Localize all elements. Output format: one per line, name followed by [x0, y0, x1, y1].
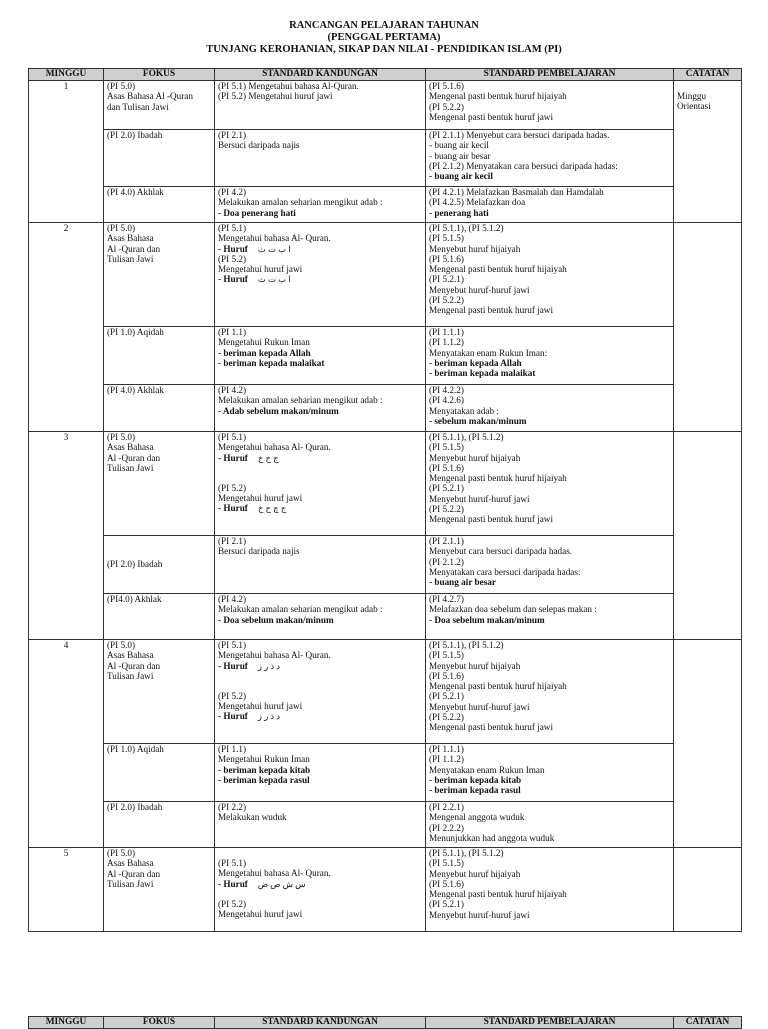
title-line-2: (PENGGAL PERTAMA) — [327, 32, 441, 43]
arabic-letters: س ش ص ض — [257, 878, 306, 889]
fokus-cell: (PI 5.0) Asas Bahasa Al -Quran dan Tulisan Jawi — [104, 223, 215, 327]
sk-cell: (PI 2.1) Bersuci daripada najis — [215, 130, 426, 187]
table-row — [29, 640, 742, 744]
sk-cell: (PI 4.2) Melakukan amalan seharian mengikut adab : - Adab sebelum makan/minum — [215, 385, 426, 432]
fokus-cell: (PI 2.0) Ibadah — [104, 130, 215, 187]
sp-cell: (PI 5.1.1), (PI 5.1.2) (PI 5.1.5) Menyebut huruf hijaiyah (PI 5.1.6) Mengenal pasti bentuk huruf hijaiyah (PI 5.2.1) Menyebut huruf-huruf jawi (PI 5.2.2) Mengenal pasti bentuk huruf jawi — [426, 640, 674, 744]
fokus-cell: (PI 5.0) Asas Bahasa Al -Quran dan Tulisan Jawi — [104, 640, 215, 744]
catatan-cell: Minggu Orientasi — [674, 81, 742, 223]
sk-cell: (PI 5.1) Mengetahui bahasa Al- Quran. - Huruf د ذ ر ز (PI 5.2) Mengetahui huruf jawi - Huruf د ذ ر ز — [215, 640, 426, 744]
fokus-cell: (PI 4.0) Akhlak — [104, 385, 215, 432]
sp-cell: (PI 4.2.2) (PI 4.2.6) Menyatakan adab : - sebelum makan/minum — [426, 385, 674, 432]
table-row — [29, 744, 742, 802]
sp-cell: (PI 5.1.1), (PI 5.1.2) (PI 5.1.5) Menyebut huruf hijaiyah (PI 5.1.6) Mengenal pasti bentuk huruf hijaiyah (PI 5.2.1) Menyebut huruf-huruf jawi — [426, 848, 674, 932]
sk-cell: (PI 5.1) Mengetahui bahasa Al- Quran. - Huruf ا ب ت ث (PI 5.2) Mengetahui huruf jawi - Huruf ا ب ت ث — [215, 223, 426, 327]
document-title-block — [0, 20, 768, 56]
sp-cell: (PI 5.1.1), (PI 5.1.2) (PI 5.1.5) Menyebut huruf hijaiyah (PI 5.1.6) Mengenal pasti bentuk huruf hijaiyah (PI 5.2.1) Menyebut huruf-huruf jawi (PI 5.2.2) Mengenal pasti bentuk huruf jawi — [426, 432, 674, 536]
sp-cell: (PI 5.1.1), (PI 5.1.2) (PI 5.1.5) Menyebut huruf hijaiyah (PI 5.1.6) Mengenal pasti bentuk huruf hijaiyah (PI 5.2.1) Menyebut huruf-huruf jawi (PI 5.2.2) Mengenal pasti bentuk huruf jawi — [426, 223, 674, 327]
catatan-cell — [674, 223, 742, 432]
fokus-cell: (PI 2.0) Ibadah — [104, 802, 215, 848]
table-header-row — [29, 1017, 742, 1029]
catatan-cell — [674, 848, 742, 932]
sk-cell: (PI 1.1) Mengetahui Rukun Iman - beriman kepada kitab - beriman kepada rasul — [215, 744, 426, 802]
header-standard-pembelajaran: STANDARD PEMBELAJARAN — [426, 69, 674, 81]
lesson-plan-table — [28, 68, 742, 932]
sk-cell: (PI 1.1) Mengetahui Rukun Iman - beriman kepada Allah - beriman kepada malaikat — [215, 327, 426, 385]
week-number: 1 — [29, 81, 104, 223]
sp-cell: (PI 4.2.1) Melafazkan Basmalah dan Hamdalah (PI 4.2.5) Melafazkan doa - penerang hati — [426, 187, 674, 223]
sp-cell: (PI 1.1.1) (PI 1.1.2) Menyatakan enam Rukun Iman: - beriman kepada Allah - beriman kepada malaikat — [426, 327, 674, 385]
fokus-cell: (PI 1.0) Aqidah — [104, 744, 215, 802]
header-minggu: MINGGU — [29, 69, 104, 81]
header-fokus: FOKUS — [104, 1017, 215, 1029]
sk-cell: (PI 4.2) Melakukan amalan seharian mengikut adab : - Doa sebelum makan/minum — [215, 594, 426, 640]
title-line-1: RANCANGAN PELAJARAN TAHUNAN — [289, 20, 479, 31]
fokus-cell: (PI 2.0) Ibadah — [104, 536, 215, 594]
sk-cell: (PI 5.1) Mengetahui bahasa Al- Quran. - Huruf س ش ص ض (PI 5.2) Mengetahui huruf jawi — [215, 848, 426, 932]
fokus-cell: (PI 5.0) Asas Bahasa Al -Quran dan Tulisan Jawi — [104, 848, 215, 932]
sp-cell: (PI 2.1.1) Menyebut cara bersuci daripada hadas. - buang air kecil - buang air besar (PI 2.1.2) Menyatakan cara bersuci daripada hadas: - buang air kecil — [426, 130, 674, 187]
table-row — [29, 432, 742, 536]
table-row — [29, 187, 742, 223]
title-line-3: TUNJANG KEROHANIAN, SIKAP DAN NILAI - PENDIDIKAN ISLAM (PI) — [206, 44, 562, 55]
header-catatan: CATATAN — [674, 1017, 742, 1029]
header-minggu: MINGGU — [29, 1017, 104, 1029]
fokus-cell: (PI4.0) Akhlak — [104, 594, 215, 640]
header-standard-kandungan: STANDARD KANDUNGAN — [215, 1017, 426, 1029]
sk-cell: (PI 2.1) Bersuci daripada najis — [215, 536, 426, 594]
table-header-row — [29, 69, 742, 81]
sp-cell: (PI 2.2.1) Mengenal anggota wuduk (PI 2.2.2) Menunjukkan had anggota wuduk — [426, 802, 674, 848]
sp-cell: (PI 2.1.1) Menyebut cara bersuci daripada hadas. (PI 2.1.2) Menyatakan cara bersuci daripada hadas: - buang air besar — [426, 536, 674, 594]
sp-cell: (PI 1.1.1) (PI 1.1.2) Menyatakan enam Rukun Iman - beriman kepada kitab - beriman kepada rasul — [426, 744, 674, 802]
header-standard-pembelajaran: STANDARD PEMBELAJARAN — [426, 1017, 674, 1029]
fokus-cell: (PI 1.0) Aqidah — [104, 327, 215, 385]
table-row — [29, 327, 742, 385]
week-number: 5 — [29, 848, 104, 932]
table-row — [29, 130, 742, 187]
fokus-cell: (PI 5.0) Asas Bahasa Al -Quran dan Tulisan Jawi — [104, 81, 215, 130]
arabic-letters: د ذ ر ز — [257, 660, 281, 671]
sk-cell: (PI 5.1) Mengetahui bahasa Al- Quran. - Huruf ج ح خ (PI 5.2) Mengetahui huruf jawi - Huruf ج چ ح خ — [215, 432, 426, 536]
sp-cell: (PI 5.1.6) Mengenal pasti bentuk huruf hijaiyah (PI 5.2.2) Mengenal pasti bentuk huruf jawi — [426, 81, 674, 130]
week-number: 4 — [29, 640, 104, 848]
table-row — [29, 536, 742, 594]
sk-cell: (PI 4.2) Melakukan amalan seharian mengikut adab : - Doa penerang hati — [215, 187, 426, 223]
table-row — [29, 223, 742, 327]
table-row — [29, 802, 742, 848]
arabic-letters: ا ب ت ث — [257, 243, 291, 254]
table-row — [29, 594, 742, 640]
header-standard-kandungan: STANDARD KANDUNGAN — [215, 69, 426, 81]
fokus-cell: (PI 4.0) Akhlak — [104, 187, 215, 223]
sp-cell: (PI 4.2.7) Melafazkan doa sebelum dan selepas makan : - Doa sebelum makan/minum — [426, 594, 674, 640]
fokus-cell: (PI 5.0) Asas Bahasa Al -Quran dan Tulisan Jawi — [104, 432, 215, 536]
table-row — [29, 385, 742, 432]
header-fokus: FOKUS — [104, 69, 215, 81]
week-number: 3 — [29, 432, 104, 640]
table-row — [29, 81, 742, 130]
header-catatan: CATATAN — [674, 69, 742, 81]
week-number: 2 — [29, 223, 104, 432]
table-row — [29, 848, 742, 932]
sk-cell: (PI 5.1) Mengetahui bahasa Al-Quran. (PI 5.2) Mengetahui huruf jawi — [215, 81, 426, 130]
catatan-cell — [674, 432, 742, 640]
arabic-letters: ج ح خ — [257, 452, 279, 463]
next-page-table-header — [28, 1016, 742, 1029]
arabic-letters: ا ب ت ث — [257, 274, 291, 285]
arabic-letters: د ذ ر ز — [257, 711, 281, 722]
sk-cell: (PI 2.2) Melakukan wuduk — [215, 802, 426, 848]
catatan-cell — [674, 640, 742, 848]
arabic-letters: ج چ ح خ — [257, 503, 287, 514]
